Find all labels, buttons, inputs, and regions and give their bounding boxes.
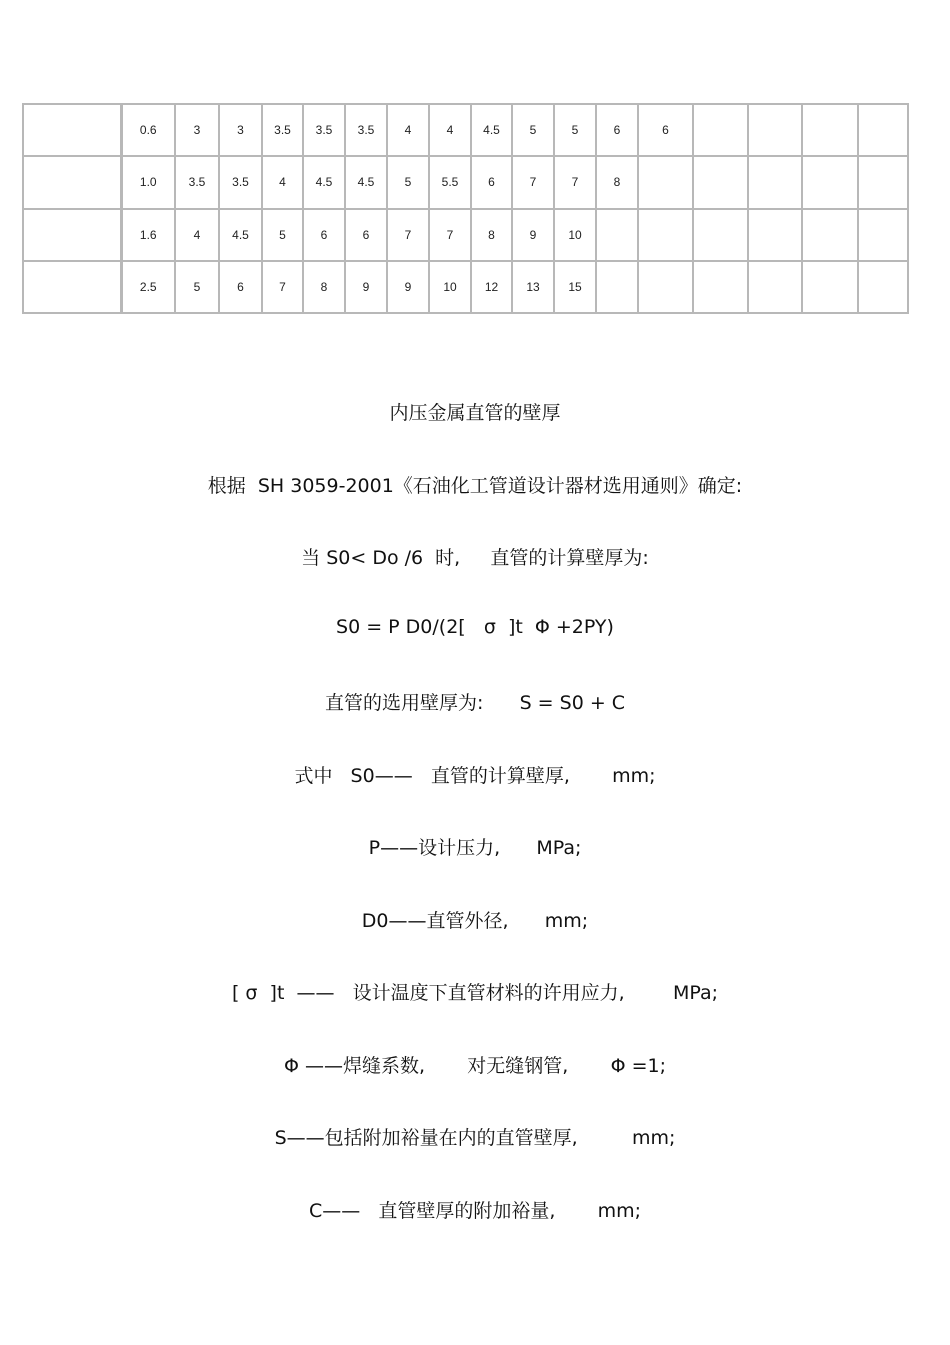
table-cell (802, 156, 858, 208)
table-cell: 10 (554, 209, 596, 261)
table-cell (858, 261, 908, 313)
table-cell (693, 209, 748, 261)
wall-thickness-table (22, 103, 909, 314)
table-row (23, 156, 908, 208)
table-cell: 9 (512, 209, 554, 261)
table-cell: 4 (429, 104, 471, 156)
table-cell: 7 (554, 156, 596, 208)
table-cell (596, 209, 638, 261)
table-cell: 3.5 (219, 156, 262, 208)
table-cell: 3.5 (175, 156, 219, 208)
table-cell (858, 209, 908, 261)
table-cell (23, 209, 121, 261)
table-cell: 5 (554, 104, 596, 156)
table-cell: 4 (175, 209, 219, 261)
table-cell: 8 (471, 209, 512, 261)
table-cell: 4 (387, 104, 429, 156)
table-cell: 7 (262, 261, 303, 313)
table-cell: 4.5 (471, 104, 512, 156)
doc-title: 内压金属直管的壁厚 (389, 402, 561, 424)
table-cell: 9 (345, 261, 387, 313)
table-cell: 9 (387, 261, 429, 313)
definition-s0: 式中 S0—— 直管的计算壁厚, mm; (294, 765, 656, 787)
table-body (23, 104, 908, 313)
table-cell: 6 (471, 156, 512, 208)
table-cell (693, 156, 748, 208)
table-row (23, 104, 908, 156)
table-cell: 5 (512, 104, 554, 156)
table-cell (638, 156, 693, 208)
table-cell: 7 (429, 209, 471, 261)
table-cell: 5.5 (429, 156, 471, 208)
definition-phi: Φ ——焊缝系数, 对无缝钢管, Φ =1; (283, 1055, 667, 1077)
table-cell (596, 261, 638, 313)
table-cell (748, 261, 802, 313)
table-cell: 1.6 (121, 209, 175, 261)
table-cell: 6 (219, 261, 262, 313)
table-cell (748, 156, 802, 208)
table-cell: 10 (429, 261, 471, 313)
table-cell: 3.5 (262, 104, 303, 156)
table-cell: 4 (262, 156, 303, 208)
table-cell (23, 261, 121, 313)
table-cell: 6 (638, 104, 693, 156)
table-cell: 6 (303, 209, 345, 261)
table-cell: 3 (175, 104, 219, 156)
table-cell (638, 209, 693, 261)
standard-basis: 根据 SH 3059-2001《石油化工管道设计器材选用通则》确定: (207, 475, 743, 497)
table-cell: 3.5 (345, 104, 387, 156)
table-cell: 8 (303, 261, 345, 313)
table-cell: 7 (387, 209, 429, 261)
table-cell: 7 (512, 156, 554, 208)
table-cell (23, 156, 121, 208)
table-cell (23, 104, 121, 156)
table-cell (802, 209, 858, 261)
table-cell: 2.5 (121, 261, 175, 313)
table-cell: 3 (219, 104, 262, 156)
table-cell: 4.5 (219, 209, 262, 261)
table-cell: 13 (512, 261, 554, 313)
table-cell: 4.5 (303, 156, 345, 208)
table-cell: 6 (345, 209, 387, 261)
table-row (23, 261, 908, 313)
table-cell: 6 (596, 104, 638, 156)
table-cell: 5 (387, 156, 429, 208)
definition-p: P——设计压力, MPa; (368, 837, 582, 859)
table-cell (802, 104, 858, 156)
table-cell: 3.5 (303, 104, 345, 156)
table-cell (802, 261, 858, 313)
table-cell: 4.5 (345, 156, 387, 208)
definition-d0: D0——直管外径, mm; (361, 910, 589, 932)
table-cell: 0.6 (121, 104, 175, 156)
table-cell: 8 (596, 156, 638, 208)
table-cell (748, 209, 802, 261)
table-cell: 12 (471, 261, 512, 313)
formula-line: S0 = P D0/(2[ σ ]t Φ +2PY) (336, 616, 614, 638)
definition-c: C—— 直管壁厚的附加裕量, mm; (308, 1200, 642, 1222)
table-cell (748, 104, 802, 156)
table-cell (693, 104, 748, 156)
table-cell: 1.0 (121, 156, 175, 208)
table-cell (693, 261, 748, 313)
table-row (23, 209, 908, 261)
definition-s: S——包括附加裕量在内的直管壁厚, mm; (274, 1127, 676, 1149)
definition-sigma: [ σ ]t —— 设计温度下直管材料的许用应力, MPa; (231, 982, 719, 1004)
table-cell: 5 (175, 261, 219, 313)
table-cell (858, 104, 908, 156)
table-cell: 5 (262, 209, 303, 261)
table-cell (858, 156, 908, 208)
table-cell: 15 (554, 261, 596, 313)
condition-line: 当 S0< Do /6 时, 直管的计算壁厚为: (301, 547, 649, 569)
selected-thickness-line: 直管的选用壁厚为: S = S0 + C (324, 692, 626, 714)
table-cell (638, 261, 693, 313)
